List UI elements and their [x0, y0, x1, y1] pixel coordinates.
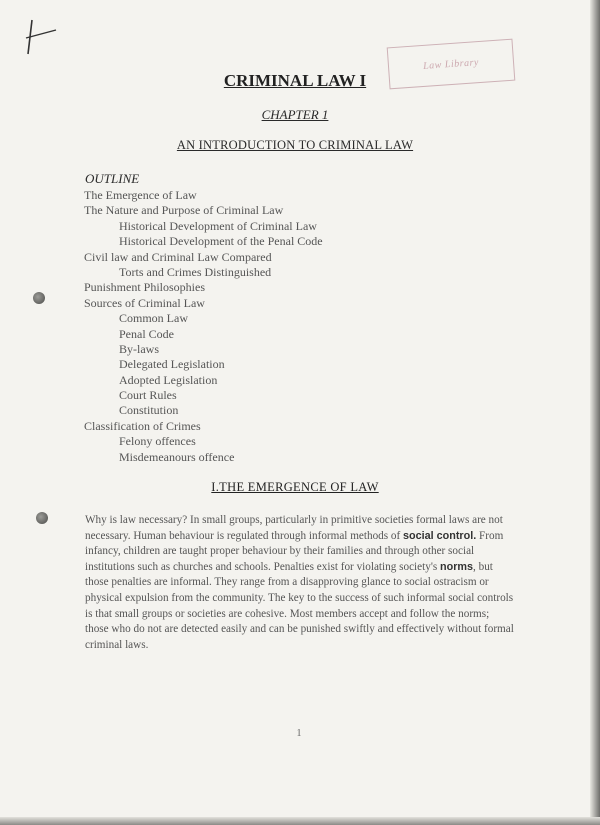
paragraph-bold-term-2: norms: [440, 560, 473, 573]
section-heading: I.THE EMERGENCE OF LAW: [211, 480, 379, 494]
outline-item: Constitution: [119, 403, 179, 418]
outline-item: Felony offences: [119, 434, 196, 449]
outline-item: Historical Development of Criminal Law: [119, 218, 317, 233]
outline-item: Torts and Crimes Distinguished: [119, 264, 272, 279]
punch-hole-icon: [36, 512, 48, 524]
outline-item: Penal Code: [119, 326, 174, 341]
chapter-label: CHAPTER 1: [261, 107, 329, 122]
outline-heading: OUTLINE: [85, 171, 140, 186]
stamp-text: Law Library: [422, 56, 480, 72]
scan-edge-shadow: [590, 0, 600, 825]
pen-mark-icon: [22, 18, 62, 58]
punch-hole-icon: [33, 292, 45, 304]
outline-item: Delegated Legislation: [119, 357, 225, 372]
document-title: CRIMINAL LAW I: [223, 71, 367, 90]
outline-item: By-laws: [119, 341, 159, 356]
outline-item: Civil law and Criminal Law Compared: [84, 249, 272, 264]
outline-item: Adopted Legislation: [119, 372, 218, 387]
paragraph-text-3: , but those penalties are informal. They range from a disapproving glance to social ostracism or physical expulsion from the community. The key to the success of such informal social controls is that small groups or societies are cohesive. Most members accept and follow the norms; those who do not are detected easily and can be punished swiftly and effectively without formal criminal laws.: [85, 560, 514, 651]
outline-item: The Emergence of Law: [84, 188, 197, 202]
outline-item: Misdemeanours offence: [119, 449, 235, 464]
page-number: 1: [296, 728, 302, 739]
scan-bottom-shadow: [0, 817, 600, 825]
outline-item: The Nature and Purpose of Criminal Law: [84, 203, 284, 218]
paragraph-text-2: From infancy, children are taught proper behaviour by their families and through other social institutions such as churches and schools. Penalties exist for violating society's: [85, 529, 504, 573]
outline-item: Punishment Philosophies: [84, 280, 206, 295]
outline-list: [84, 188, 323, 465]
outline-item: Historical Development of the Penal Code: [119, 234, 323, 249]
paragraph-bold-term-1: social control.: [403, 529, 477, 542]
body-paragraph: [85, 513, 515, 653]
chapter-subtitle: AN INTRODUCTION TO CRIMINAL LAW: [176, 138, 414, 152]
paragraph-text-1: Why is law necessary? In small groups, particularly in primitive societies formal laws are not necessary. Human behaviour is regulated through informal methods of: [85, 514, 503, 542]
outline-item: Court Rules: [119, 388, 177, 403]
outline-item: Common Law: [119, 311, 188, 326]
outline-item: Classification of Crimes: [84, 418, 201, 433]
outline-item: Sources of Criminal Law: [84, 295, 205, 310]
